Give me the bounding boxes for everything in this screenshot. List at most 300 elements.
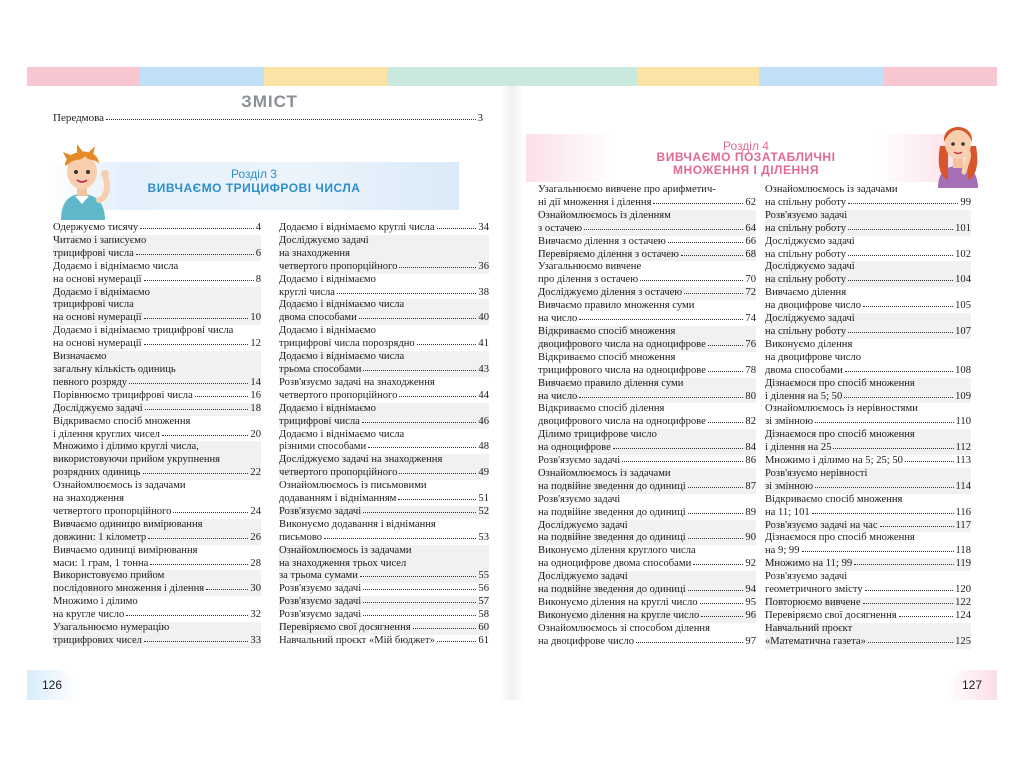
toc-entry-text: Досліджуємо задачі (279, 234, 369, 246)
toc-entry-text: Виконуємо ділення на кругле число (538, 609, 700, 621)
toc-entry-page: 117 (955, 519, 971, 531)
toc-entry[interactable] (53, 351, 261, 390)
toc-entry-page: 112 (955, 442, 971, 454)
toc-entry-text: Повторюємо вивчене (765, 597, 861, 608)
toc-entry-line (765, 532, 971, 545)
toc-entry-text: на двоцифрове число (538, 635, 635, 647)
toc-entry[interactable] (765, 494, 971, 520)
toc-entry[interactable] (538, 300, 756, 326)
toc-entry-last-line (765, 455, 971, 468)
toc-entry-last-line (279, 583, 489, 596)
toc-entry-last-line (765, 442, 971, 455)
leader-dots (206, 589, 248, 590)
toc-entry-line (279, 545, 489, 558)
toc-entry-last-line (765, 391, 971, 404)
toc-entry-page: 68 (745, 248, 756, 260)
toc-entry[interactable] (538, 429, 756, 455)
toc-entry[interactable] (765, 468, 971, 494)
toc-entry-text: Вивчаємо правило множення суми (538, 300, 695, 312)
toc-entry[interactable] (538, 403, 756, 429)
toc-entry[interactable] (279, 583, 489, 596)
toc-entry[interactable] (765, 184, 971, 210)
leader-dots (848, 332, 953, 333)
toc-entry-text: Виконуємо додавання і віднімання (279, 518, 436, 530)
toc-entry[interactable] (538, 597, 756, 610)
toc-entry-text: Додаємо і віднімаємо числа (279, 299, 405, 311)
toc-entry-line (765, 378, 971, 391)
toc-entry-page: 6 (255, 247, 261, 259)
toc-entry[interactable] (279, 635, 489, 648)
leader-dots (636, 642, 743, 643)
toc-entry-line (279, 403, 489, 416)
toc-entry[interactable] (53, 622, 261, 648)
toc-entry-page: 120 (955, 584, 971, 596)
toc-entry-last-line (53, 429, 261, 442)
toc-entry[interactable] (538, 455, 756, 468)
toc-entry-text: Додаємо і віднімаємо круглі числа (279, 222, 435, 233)
toc-entry-text: на подвійне зведення до одиниці (538, 584, 686, 596)
toc-entry[interactable] (279, 545, 489, 584)
toc-entry-last-line (279, 222, 489, 235)
toc-entry[interactable] (53, 416, 261, 442)
toc-entry-page: 74 (745, 313, 756, 325)
toc-entry-page: 16 (250, 389, 261, 401)
toc-entry-text: Використовуємо прийом (53, 570, 165, 582)
toc-entry[interactable] (765, 403, 971, 429)
toc-entry-last-line (279, 609, 489, 622)
toc-entry[interactable] (765, 236, 971, 262)
toc-entry-page: 87 (745, 480, 756, 492)
toc-entry-page: 99 (960, 196, 971, 208)
toc-entry-last-line (279, 416, 489, 429)
leader-dots (363, 589, 476, 590)
section-3-label: Розділ 3 (231, 167, 277, 181)
toc-entry-page: 84 (745, 442, 756, 454)
leader-dots (150, 564, 248, 565)
toc-entry[interactable] (279, 235, 489, 274)
leader-dots (863, 306, 953, 307)
toc-entry-page: 30 (250, 583, 261, 595)
toc-entry-text: на двоцифрове число (765, 351, 862, 363)
leader-dots (868, 642, 953, 643)
toc-entry[interactable] (279, 325, 489, 351)
leader-dots (848, 203, 958, 204)
toc-entry-page: 122 (955, 597, 971, 608)
toc-entry-text: Розв'язуємо задачі (538, 455, 621, 467)
toc-entry-page: 38 (478, 286, 489, 298)
toc-entry-line (53, 570, 261, 583)
toc-entry-last-line (538, 197, 756, 210)
toc-entry[interactable] (279, 403, 489, 429)
toc-entry-page: 70 (745, 274, 756, 286)
leader-dots (399, 473, 476, 474)
toc-entry-page: 52 (478, 505, 489, 517)
toc-entry-page: 109 (955, 390, 971, 402)
toc-entry[interactable] (279, 519, 489, 545)
toc-entry-text: на спільну роботу (765, 325, 846, 337)
toc-entry[interactable] (538, 571, 756, 597)
toc-entry-text: Вивчаємо ділення (765, 287, 847, 299)
toc-entry-text: Розв'язуємо задачі (279, 505, 362, 517)
toc-entry[interactable] (53, 596, 261, 622)
toc-entry-text: довжини: 1 кілометр (53, 531, 147, 543)
toc-entry-line (765, 468, 971, 481)
toc-entry-page: 97 (745, 635, 756, 647)
toc-entry-last-line (538, 558, 756, 571)
toc-entry[interactable] (279, 429, 489, 455)
toc-entry[interactable] (53, 570, 261, 596)
preface-entry[interactable] (53, 112, 483, 124)
boy-illustration (49, 140, 115, 220)
page-number-right: 127 (947, 670, 997, 700)
leader-dots (880, 526, 954, 527)
toc-entry[interactable] (53, 480, 261, 519)
toc-entry-line (53, 622, 261, 635)
toc-entry-last-line (538, 416, 756, 429)
toc-entry-text: двома способами (765, 364, 843, 376)
toc-entry-page: 107 (955, 325, 971, 337)
toc-entry-line (279, 248, 489, 261)
toc-entry[interactable] (765, 339, 971, 378)
toc-entry-text: загальну кількість одиниць (53, 363, 176, 375)
toc-entry-line (538, 571, 756, 584)
toc-entry-line (765, 352, 971, 365)
toc-entry[interactable] (538, 287, 756, 300)
toc-entry-page: 60 (478, 622, 489, 634)
toc-entry-page: 125 (955, 635, 971, 647)
toc-entry-last-line (765, 365, 971, 378)
toc-entry[interactable] (538, 494, 756, 520)
toc-entry-last-line (538, 274, 756, 287)
toc-entry-line (53, 351, 261, 364)
toc-entry[interactable] (765, 313, 971, 339)
page-number-left: 126 (27, 670, 77, 700)
toc-entry[interactable] (279, 299, 489, 325)
toc-entry[interactable] (279, 222, 489, 235)
toc-entry-line (765, 236, 971, 249)
toc-entry-text: Розв'язуємо задачі (279, 596, 362, 608)
toc-entry-text: Перевіряємо свої досягнення (279, 622, 411, 634)
toc-entry-text: Додаємо і віднімаємо числа (279, 428, 405, 440)
toc-entry-last-line (765, 545, 971, 558)
section-4-banner (526, 134, 966, 182)
toc-entry-text: Додаємо і віднімаємо числа (53, 260, 179, 272)
toc-entry-line (765, 184, 971, 197)
toc-entry-line (53, 325, 261, 338)
toc-entry-text: і ділення на 25 (765, 442, 832, 454)
toc-entry-line (538, 184, 756, 197)
leader-dots (399, 396, 476, 397)
toc-entry-text: Вивчаємо правило ділення суми (538, 377, 684, 389)
toc-entry-text: Виконуємо ділення (765, 338, 853, 350)
toc-entry-last-line (765, 597, 971, 610)
toc-entry[interactable] (279, 622, 489, 635)
toc-entry-last-line (279, 596, 489, 609)
toc-entry-text: Одержуємо тисячу (53, 222, 139, 233)
toc-entry-last-line (538, 584, 756, 597)
toc-entry[interactable] (538, 378, 756, 404)
toc-entry-page: 76 (745, 338, 756, 350)
toc-entry-text: на 11; 101 (765, 506, 810, 518)
toc-entry[interactable] (538, 261, 756, 287)
toc-entry-page: 119 (955, 558, 971, 570)
leader-dots (905, 461, 954, 462)
toc-entry-text: на спільну роботу (765, 222, 846, 234)
toc-entry[interactable] (765, 623, 971, 649)
toc-entry-text: Множимо і ділимо круглі числа, (53, 441, 199, 453)
toc-entry[interactable] (765, 571, 971, 597)
toc-entry-page: 53 (478, 531, 489, 543)
toc-entry-line (279, 558, 489, 571)
toc-entry-text: зі змінною (765, 416, 814, 428)
toc-entry-last-line (765, 520, 971, 533)
toc-entry[interactable] (53, 261, 261, 287)
toc-entry-page: 90 (745, 532, 756, 544)
leader-dots (681, 255, 743, 256)
toc-entry-page: 43 (478, 363, 489, 375)
leader-dots (653, 203, 743, 204)
toc-entry-line (765, 403, 971, 416)
toc-entry-text: на 9; 99 (765, 545, 800, 557)
toc-entry[interactable] (538, 326, 756, 352)
toc-entry-page: 46 (478, 415, 489, 427)
toc-entry-last-line (53, 222, 261, 235)
toc-entry-line (279, 325, 489, 338)
toc-entry-text: трицифрові числа (53, 247, 134, 259)
toc-entry-text: геометричного змісту (765, 584, 863, 596)
toc-entry-text: «Математична газета» (765, 635, 866, 647)
toc-entry-line (53, 287, 261, 300)
toc-entry-page: 116 (955, 506, 971, 518)
toc-entry-last-line (279, 467, 489, 480)
toc-entry-text: Виконуємо ділення на круглі число (538, 597, 698, 608)
toc-entry-last-line (53, 506, 261, 519)
toc-entry[interactable] (765, 261, 971, 287)
toc-entry-line (765, 210, 971, 223)
section-4-title-line1: ВИВЧАЄМО ПОЗАТАБЛИЧНІ (656, 150, 836, 164)
toc-entry-page: 51 (478, 493, 489, 505)
toc-entry-line (53, 454, 261, 467)
toc-entry-text: Додаємо і віднімаємо (279, 273, 376, 285)
toc-entry-last-line (279, 622, 489, 635)
section-3-title: ВИВЧАЄМО ТРИЦИФРОВІ ЧИСЛА (147, 181, 361, 195)
toc-entry-text: розрядних одиниць (53, 467, 141, 479)
leader-dots (579, 319, 743, 320)
toc-entry-page: 28 (250, 557, 261, 569)
toc-entry[interactable] (538, 468, 756, 494)
toc-entry-last-line (538, 365, 756, 378)
toc-entry[interactable] (538, 184, 756, 210)
toc-entry[interactable] (53, 519, 261, 545)
toc-entry-text: послідовного множення і ділення (53, 583, 205, 595)
toc-entry-text: Визначаємо (53, 351, 107, 363)
toc-entry-page: 105 (955, 300, 971, 312)
toc-entry[interactable] (53, 325, 261, 351)
toc-entry-last-line (279, 570, 489, 583)
toc-entry[interactable] (53, 403, 261, 416)
toc-entry[interactable] (538, 236, 756, 249)
toc-entry-text: Дізнаємося про спосіб множення (765, 429, 915, 441)
toc-entry-text: Розв'язуємо задачі (538, 493, 621, 505)
leader-dots (363, 512, 476, 513)
toc-entry-text: Розв'язуємо задачі (765, 571, 848, 583)
toc-entry-text: про ділення з остачею (538, 274, 639, 286)
leader-dots (368, 447, 476, 448)
leader-dots (173, 512, 248, 513)
leader-dots (899, 616, 953, 617)
toc-entry-page: 102 (955, 248, 971, 260)
leader-dots (362, 422, 477, 423)
toc-entry-line (538, 520, 756, 533)
toc-entry-page: 61 (478, 635, 489, 646)
toc-entry-last-line (279, 312, 489, 325)
toc-entry-text: Досліджуємо задачі (53, 402, 143, 414)
toc-entry-line (53, 364, 261, 377)
toc-entry-text: Множимо на 11; 99 (765, 558, 853, 570)
toc-entry-page: 89 (745, 506, 756, 518)
toc-entry-text: Розв'язуємо нерівності (765, 467, 868, 479)
toc-entry-text: Ознайомлюємось із задачами (538, 467, 671, 479)
toc-entry-text: Узагальнюємо нумерацію (53, 622, 170, 634)
preface-title: Передмова (53, 112, 105, 124)
leader-dots (622, 461, 743, 462)
toc-entry[interactable] (765, 558, 971, 571)
toc-entry-line (53, 596, 261, 609)
toc-entry[interactable] (538, 610, 756, 623)
toc-entry-text: Ознайомлюємось зі способом ділення (538, 622, 710, 634)
stripe-segment (264, 67, 387, 86)
toc-entry[interactable] (279, 596, 489, 609)
toc-entry-text: маси: 1 грам, 1 тонна (53, 557, 149, 569)
toc-entry-last-line (53, 274, 261, 287)
toc-entry-text: Ділимо трицифрове число (538, 429, 657, 441)
toc-entry-last-line (538, 391, 756, 404)
toc-entry[interactable] (279, 351, 489, 377)
toc-entry-line (279, 519, 489, 532)
toc-entry-text: трицифрових чисел (53, 635, 142, 646)
leader-dots (437, 641, 477, 642)
toc-entry[interactable] (53, 235, 261, 261)
section-4-title-line2: МНОЖЕННЯ І ДІЛЕННЯ (673, 163, 819, 177)
toc-entry[interactable] (765, 597, 971, 610)
toc-entry-line (538, 623, 756, 636)
toc-entry[interactable] (538, 545, 756, 571)
toc-entry[interactable] (765, 610, 971, 623)
toc-entry-line (53, 416, 261, 429)
toc-entry[interactable] (765, 429, 971, 455)
toc-entry-page: 48 (478, 441, 489, 453)
leader-dots (684, 293, 743, 294)
leader-dots (688, 513, 744, 514)
leader-dots (701, 616, 743, 617)
toc-entry[interactable] (765, 210, 971, 236)
toc-entry-last-line (53, 248, 261, 261)
toc-entry-page: 124 (955, 609, 971, 621)
toc-entry-line (53, 235, 261, 248)
leader-dots (143, 473, 249, 474)
toc-entry-text: двоцифрового числа на одноцифрове (538, 338, 706, 350)
toc-entry-text: четвертого пропорційного (279, 467, 398, 479)
toc-entry-last-line (53, 532, 261, 545)
toc-entry[interactable] (538, 520, 756, 546)
toc-entry-text: Виконуємо ділення круглого числа (538, 545, 696, 557)
toc-entry-last-line (538, 610, 756, 623)
toc-entry-line (538, 300, 756, 313)
leader-dots (360, 576, 476, 577)
toc-entry-page: 86 (745, 455, 756, 467)
toc-entry-text: трьома способами (279, 363, 362, 375)
toc-entry-last-line (53, 338, 261, 351)
toc-entry-last-line (765, 507, 971, 520)
leader-dots (812, 513, 954, 514)
toc-entry-text: додаванням і відніманням (279, 493, 397, 505)
toc-entry-last-line (279, 338, 489, 351)
toc-entry[interactable] (538, 623, 756, 649)
toc-entry[interactable] (53, 222, 261, 235)
toc-entry[interactable] (765, 378, 971, 404)
toc-entry-line (279, 299, 489, 312)
toc-entry[interactable] (538, 352, 756, 378)
toc-entry-text: на подвійне зведення до одиниці (538, 506, 686, 518)
toc-entry[interactable] (279, 609, 489, 622)
toc-entry-page: 10 (250, 312, 261, 324)
leader-dots (688, 590, 744, 591)
toc-entry-line (53, 261, 261, 274)
toc-entry[interactable] (765, 532, 971, 558)
toc-entry[interactable] (53, 390, 261, 403)
toc-column-right-2 (765, 184, 971, 649)
toc-entry[interactable] (279, 274, 489, 300)
toc-entry-page: 32 (250, 609, 261, 621)
toc-entry[interactable] (53, 545, 261, 571)
toc-entry[interactable] (538, 210, 756, 236)
toc-entry[interactable] (538, 249, 756, 262)
toc-entry-text: Перевіряємо ділення з остачею (538, 248, 679, 260)
toc-entry-text: Відкриваємо спосіб множення (538, 351, 676, 363)
toc-entry[interactable] (53, 287, 261, 326)
toc-entry[interactable] (279, 454, 489, 480)
toc-entry-line (538, 352, 756, 365)
toc-entry-text: Дізнаємося про спосіб множення (765, 532, 915, 544)
toc-entry-last-line (53, 403, 261, 416)
toc-entry-last-line (765, 610, 971, 623)
toc-entry-text: Додаємо і віднімаємо (279, 402, 376, 414)
toc-entry[interactable] (53, 441, 261, 480)
toc-entry[interactable] (279, 506, 489, 519)
toc-entry[interactable] (765, 287, 971, 313)
toc-entry-text: четвертого пропорційного (279, 260, 398, 272)
toc-entry-text: і ділення на 5; 50 (765, 390, 843, 402)
toc-entry-last-line (538, 442, 756, 455)
toc-entry-text: Навчальний проєкт «Мій бюджет» (279, 635, 435, 646)
leader-dots (145, 409, 249, 410)
leader-dots (106, 119, 475, 120)
toc-entry[interactable] (279, 377, 489, 403)
toc-entry[interactable] (279, 480, 489, 506)
toc-entry[interactable] (765, 520, 971, 533)
toc-entry[interactable] (765, 455, 971, 468)
toc-entry-page: 36 (478, 260, 489, 272)
toc-entry-text: на кругле число (53, 609, 125, 621)
toc-entry-last-line (53, 583, 261, 596)
leader-dots (845, 371, 953, 372)
toc-entry-last-line (538, 481, 756, 494)
toc-entry-last-line (279, 635, 489, 648)
toc-entry-text: Читаємо і записуємо (53, 234, 147, 246)
stripe-segment (387, 67, 637, 86)
toc-entry-last-line (765, 326, 971, 339)
leader-dots (708, 422, 744, 423)
